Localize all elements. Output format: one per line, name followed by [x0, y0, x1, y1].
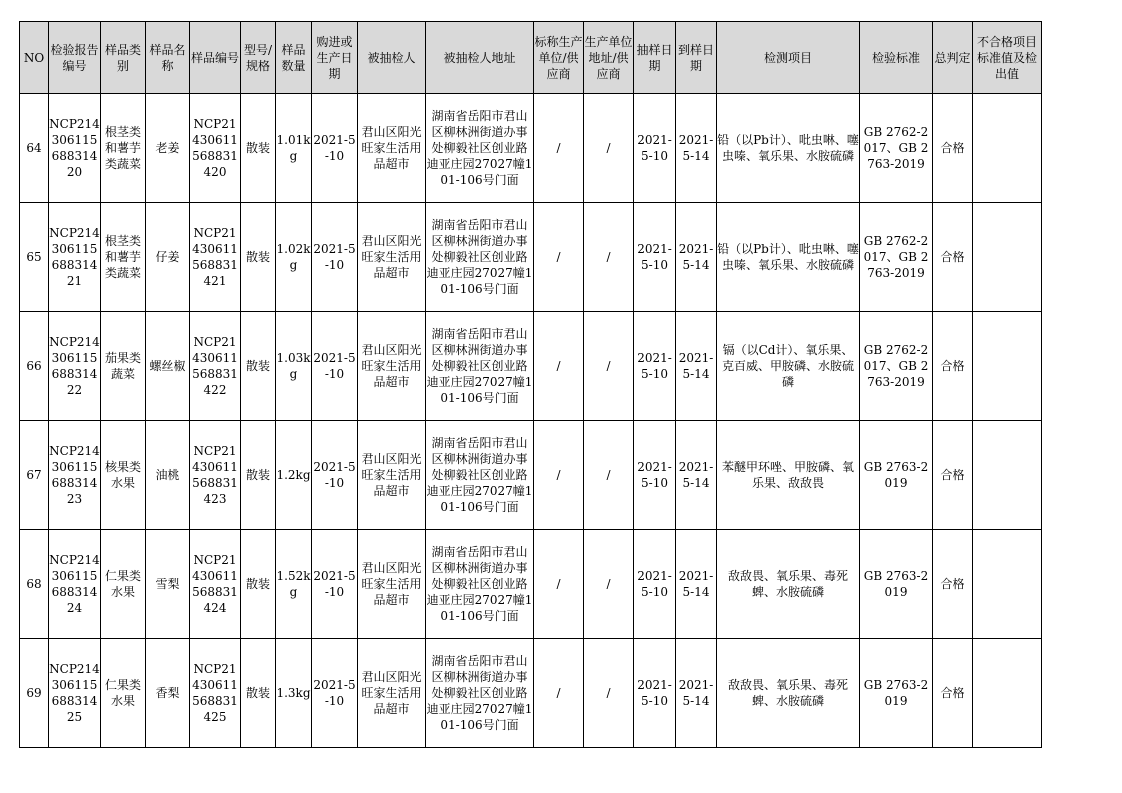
- sample-name: 雪梨: [146, 530, 190, 639]
- row-number: 66: [20, 312, 49, 421]
- test-items: 敌敌畏、氧乐果、毒死蜱、水胺硫磷: [717, 639, 860, 748]
- sample-category: 核果类水果: [101, 421, 146, 530]
- manufacturer-address: /: [584, 639, 634, 748]
- verdict: 合格: [933, 639, 973, 748]
- manufacturer-address: /: [584, 94, 634, 203]
- sampling-date: 2021-5-10: [634, 94, 676, 203]
- manufacturer-address: /: [584, 421, 634, 530]
- arrival-date: 2021-5-14: [676, 421, 717, 530]
- unqualified-values: [973, 312, 1042, 421]
- test-standard: GB 2762-2017、GB 2763-2019: [860, 203, 933, 312]
- header-manufacturer: 标称生产单位/供应商: [534, 22, 584, 94]
- arrival-date: 2021-5-14: [676, 530, 717, 639]
- table-row: [20, 530, 1042, 639]
- sample-spec: 散装: [241, 639, 276, 748]
- test-standard: GB 2763-2019: [860, 639, 933, 748]
- test-items: 镉（以Cd计）、氧乐果、克百威、甲胺磷、水胺硫磷: [717, 312, 860, 421]
- unqualified-values: [973, 421, 1042, 530]
- sample-name: 老姜: [146, 94, 190, 203]
- header-report-no: 检验报告编号: [49, 22, 101, 94]
- header-unqualified-values: 不合格项目标准值及检出值: [973, 22, 1042, 94]
- inspected-address: 湖南省岳阳市君山区柳林洲街道办事处柳毅社区创业路迪亚庄园27027幢101-106号门面: [426, 639, 534, 748]
- inspected-party: 君山区阳光旺家生活用品超市: [358, 530, 426, 639]
- header-standard: 检验标准: [860, 22, 933, 94]
- sample-category: 仁果类水果: [101, 639, 146, 748]
- manufacturer-address: /: [584, 203, 634, 312]
- table-row: [20, 421, 1042, 530]
- table-row: [20, 639, 1042, 748]
- header-inspected-address: 被抽检人地址: [426, 22, 534, 94]
- test-items: 铅（以Pb计）、吡虫啉、噻虫嗪、氧乐果、水胺硫磷: [717, 203, 860, 312]
- manufacturer: /: [534, 94, 584, 203]
- sample-name: 油桃: [146, 421, 190, 530]
- inspected-address: 湖南省岳阳市君山区柳林洲街道办事处柳毅社区创业路迪亚庄园27027幢101-106号门面: [426, 312, 534, 421]
- sample-quantity: 1.03kg: [276, 312, 312, 421]
- report-number: NCP21430611568831425: [49, 639, 101, 748]
- sampling-date: 2021-5-10: [634, 203, 676, 312]
- header-row: [20, 22, 1042, 94]
- sample-category: 茄果类蔬菜: [101, 312, 146, 421]
- header-inspected-party: 被抽检人: [358, 22, 426, 94]
- verdict: 合格: [933, 530, 973, 639]
- verdict: 合格: [933, 203, 973, 312]
- sample-name: 仔姜: [146, 203, 190, 312]
- report-number: NCP21430611568831421: [49, 203, 101, 312]
- sampling-date: 2021-5-10: [634, 312, 676, 421]
- row-number: 67: [20, 421, 49, 530]
- inspected-address: 湖南省岳阳市君山区柳林洲街道办事处柳毅社区创业路迪亚庄园27027幢101-106号门面: [426, 94, 534, 203]
- inspected-party: 君山区阳光旺家生活用品超市: [358, 312, 426, 421]
- unqualified-values: [973, 94, 1042, 203]
- table-row: [20, 203, 1042, 312]
- header-quantity: 样品数量: [276, 22, 312, 94]
- row-number: 64: [20, 94, 49, 203]
- arrival-date: 2021-5-14: [676, 639, 717, 748]
- production-date: 2021-5-10: [312, 530, 358, 639]
- report-number: NCP21430611568831423: [49, 421, 101, 530]
- inspected-party: 君山区阳光旺家生活用品超市: [358, 639, 426, 748]
- sample-number: NCP21430611568831421: [190, 203, 241, 312]
- sampling-date: 2021-5-10: [634, 530, 676, 639]
- sample-number: NCP21430611568831422: [190, 312, 241, 421]
- test-standard: GB 2762-2017、GB 2763-2019: [860, 312, 933, 421]
- sample-category: 仁果类水果: [101, 530, 146, 639]
- table-row: [20, 312, 1042, 421]
- header-test-items: 检测项目: [717, 22, 860, 94]
- test-items: 苯醚甲环唑、甲胺磷、氧乐果、敌敌畏: [717, 421, 860, 530]
- inspected-address: 湖南省岳阳市君山区柳林洲街道办事处柳毅社区创业路迪亚庄园27027幢101-106号门面: [426, 530, 534, 639]
- sample-category: 根茎类和薯芋类蔬菜: [101, 203, 146, 312]
- row-number: 69: [20, 639, 49, 748]
- table-row: [20, 94, 1042, 203]
- production-date: 2021-5-10: [312, 94, 358, 203]
- inspected-address: 湖南省岳阳市君山区柳林洲街道办事处柳毅社区创业路迪亚庄园27027幢101-106号门面: [426, 203, 534, 312]
- sample-quantity: 1.02kg: [276, 203, 312, 312]
- test-items: 铅（以Pb计）、吡虫啉、噻虫嗪、氧乐果、水胺硫磷: [717, 94, 860, 203]
- sample-quantity: 1.52kg: [276, 530, 312, 639]
- report-number: NCP21430611568831422: [49, 312, 101, 421]
- production-date: 2021-5-10: [312, 312, 358, 421]
- sample-quantity: 1.01kg: [276, 94, 312, 203]
- sampling-date: 2021-5-10: [634, 421, 676, 530]
- unqualified-values: [973, 639, 1042, 748]
- header-production-date: 购进或生产日期: [312, 22, 358, 94]
- test-standard: GB 2763-2019: [860, 421, 933, 530]
- manufacturer-address: /: [584, 312, 634, 421]
- header-category: 样品类别: [101, 22, 146, 94]
- verdict: 合格: [933, 94, 973, 203]
- manufacturer: /: [534, 530, 584, 639]
- header-verdict: 总判定: [933, 22, 973, 94]
- sampling-date: 2021-5-10: [634, 639, 676, 748]
- sample-quantity: 1.3kg: [276, 639, 312, 748]
- header-arrival-date: 到样日期: [676, 22, 717, 94]
- inspected-party: 君山区阳光旺家生活用品超市: [358, 203, 426, 312]
- production-date: 2021-5-10: [312, 203, 358, 312]
- manufacturer-address: /: [584, 530, 634, 639]
- test-standard: GB 2762-2017、GB 2763-2019: [860, 94, 933, 203]
- report-number: NCP21430611568831420: [49, 94, 101, 203]
- manufacturer: /: [534, 312, 584, 421]
- sample-number: NCP21430611568831425: [190, 639, 241, 748]
- report-number: NCP21430611568831424: [49, 530, 101, 639]
- row-number: 68: [20, 530, 49, 639]
- sample-spec: 散装: [241, 203, 276, 312]
- manufacturer: /: [534, 639, 584, 748]
- header-sample-name: 样品名称: [146, 22, 190, 94]
- production-date: 2021-5-10: [312, 639, 358, 748]
- test-standard: GB 2763-2019: [860, 530, 933, 639]
- sample-spec: 散装: [241, 530, 276, 639]
- inspection-results-table: [19, 21, 1042, 748]
- inspected-party: 君山区阳光旺家生活用品超市: [358, 421, 426, 530]
- sample-number: NCP21430611568831424: [190, 530, 241, 639]
- row-number: 65: [20, 203, 49, 312]
- arrival-date: 2021-5-14: [676, 312, 717, 421]
- header-manufacturer-address: 生产单位地址/供应商: [584, 22, 634, 94]
- manufacturer: /: [534, 203, 584, 312]
- unqualified-values: [973, 203, 1042, 312]
- sample-number: NCP21430611568831423: [190, 421, 241, 530]
- sample-spec: 散装: [241, 94, 276, 203]
- arrival-date: 2021-5-14: [676, 94, 717, 203]
- sample-spec: 散装: [241, 312, 276, 421]
- sample-number: NCP21430611568831420: [190, 94, 241, 203]
- header-spec: 型号/规格: [241, 22, 276, 94]
- sample-category: 根茎类和薯芋类蔬菜: [101, 94, 146, 203]
- sample-name: 螺丝椒: [146, 312, 190, 421]
- sample-name: 香梨: [146, 639, 190, 748]
- production-date: 2021-5-10: [312, 421, 358, 530]
- header-sampling-date: 抽样日期: [634, 22, 676, 94]
- header-no: NO: [20, 22, 49, 94]
- manufacturer: /: [534, 421, 584, 530]
- test-items: 敌敌畏、氧乐果、毒死蜱、水胺硫磷: [717, 530, 860, 639]
- inspected-address: 湖南省岳阳市君山区柳林洲街道办事处柳毅社区创业路迪亚庄园27027幢101-106号门面: [426, 421, 534, 530]
- inspected-party: 君山区阳光旺家生活用品超市: [358, 94, 426, 203]
- sample-quantity: 1.2kg: [276, 421, 312, 530]
- arrival-date: 2021-5-14: [676, 203, 717, 312]
- verdict: 合格: [933, 421, 973, 530]
- header-sample-no: 样品编号: [190, 22, 241, 94]
- verdict: 合格: [933, 312, 973, 421]
- unqualified-values: [973, 530, 1042, 639]
- sample-spec: 散装: [241, 421, 276, 530]
